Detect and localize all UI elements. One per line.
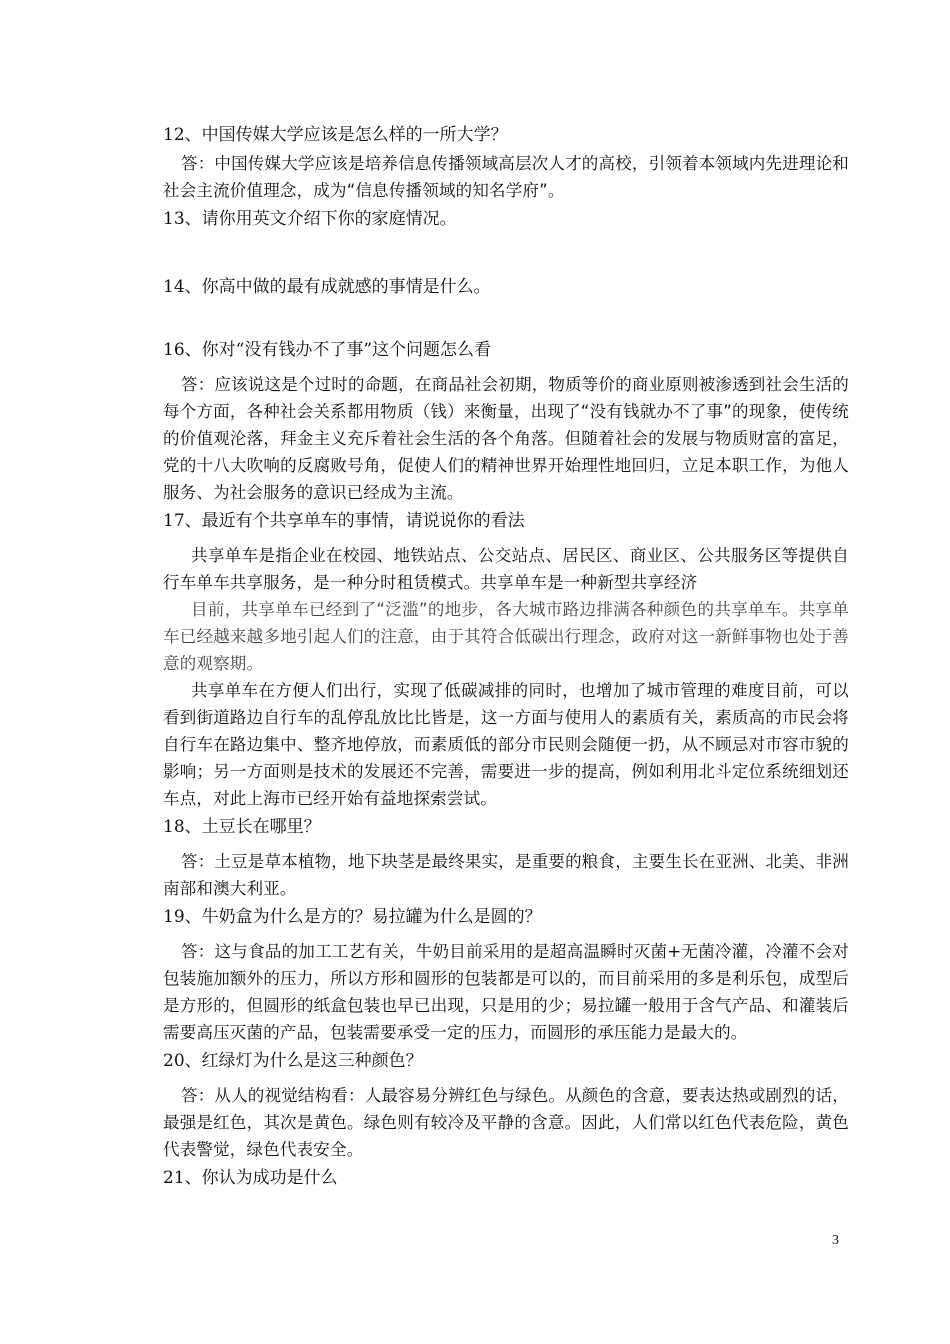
answer-12: 答：中国传媒大学应该是培养信息传播领域高层次人才的高校，引领着本领域内先进理论和社会主流价值理念，成为“信息传播领域的知名学府”。 (163, 154, 849, 200)
question-12: 12、中国传媒大学应该是怎么样的一所大学？ (163, 125, 508, 145)
answer-19: 答：这与食品的加工工艺有关，牛奶目前采用的是超高温瞬时灭菌+无菌冷灌，冷灌不会对包装施加额外的压力，所以方形和圆形的包装都是可以的，而目前采用的多是利乐包，成型后是方形的，但圆形的纸盒包装也早已出现，只是用的少；易拉罐一般用于含气产品、和灌装后需要高压灭菌的产品，包装需要承受一定的压力，而圆形的承压能力是最大的。 (163, 942, 849, 1042)
answer-17-paragraph-2: 目前，共享单车已经到了“泛滥”的地步，各大城市路边排满各种颜色的共享单车。共享单车已经越来越多地引起人们的注意，由于其符合低碳出行理念，政府对这一新鲜事物也处于善意的观察期。 (163, 600, 849, 673)
question-17: 17、最近有个共享单车的事情，请说说你的看法 (163, 511, 525, 531)
question-21: 21、你认为成功是什么 (163, 1168, 338, 1188)
question-19: 19、牛奶盒为什么是方的？易拉罐为什么是圆的？ (163, 907, 542, 927)
question-13: 13、请你用英文介绍下你的家庭情况。 (163, 209, 457, 229)
answer-17-paragraph-3: 共享单车在方便人们出行，实现了低碳减排的同时，也增加了城市管理的难度目前，可以看到街道路边自行车的乱停乱放比比皆是，这一方面与使用人的素质有关，素质高的市民会将自行车在路边集中、整齐地停放，而素质低的部分市民则会随便一扔，从不顾忌对市容市貌的影响；另一方面则是技术的发展还不完善，需要进一步的提高，例如利用北斗定位系统细划还车点，对此上海市已经开始有益地探索尝试。 (163, 681, 849, 808)
question-18: 18、土豆长在哪里？ (163, 817, 321, 837)
question-20: 20、红绿灯为什么是这三种颜色？ (163, 1051, 423, 1071)
answer-17-paragraph-1: 共享单车是指企业在校园、地铁站点、公交站点、居民区、商业区、公共服务区等提供自行车单车共享服务，是一种分时租赁模式。共享单车是一种新型共享经济 (163, 546, 849, 592)
answer-16: 答：应该说这是个过时的命题，在商品社会初期，物质等价的商业原则被渗透到社会生活的每个方面，各种社会关系都用物质（钱）来衡量，出现了“没有钱就办不了事”的现象，使传统的价值观沦落，拜金主义充斥着社会生活的各个角落。但随着社会的发展与物质财富的富足，党的十八大吹响的反腐败号角，促使人们的精神世界开始理性地回归，立足本职工作，为他人服务、为社会服务的意识已经成为主流。 (163, 375, 849, 502)
qa-content (163, 120, 849, 1193)
question-16: 16、你对“没有钱办不了事”这个问题怎么看 (163, 340, 492, 360)
answer-20: 答：从人的视觉结构看：人最容易分辨红色与绿色。从颜色的含意，要表达热或剧烈的话，最强是红色，其次是黄色。绿色则有较冷及平静的含意。因此，人们常以红色代表危险，黄色代表警觉，绿色代表安全。 (163, 1086, 849, 1159)
answer-18: 答：土豆是草本植物，地下块茎是最终果实，是重要的粮食，主要生长在亚洲、北美、非洲南部和澳大利亚。 (163, 852, 849, 898)
page-number: 3 (832, 1233, 839, 1248)
question-14: 14、你高中做的最有成就感的事情是什么。 (163, 277, 491, 297)
